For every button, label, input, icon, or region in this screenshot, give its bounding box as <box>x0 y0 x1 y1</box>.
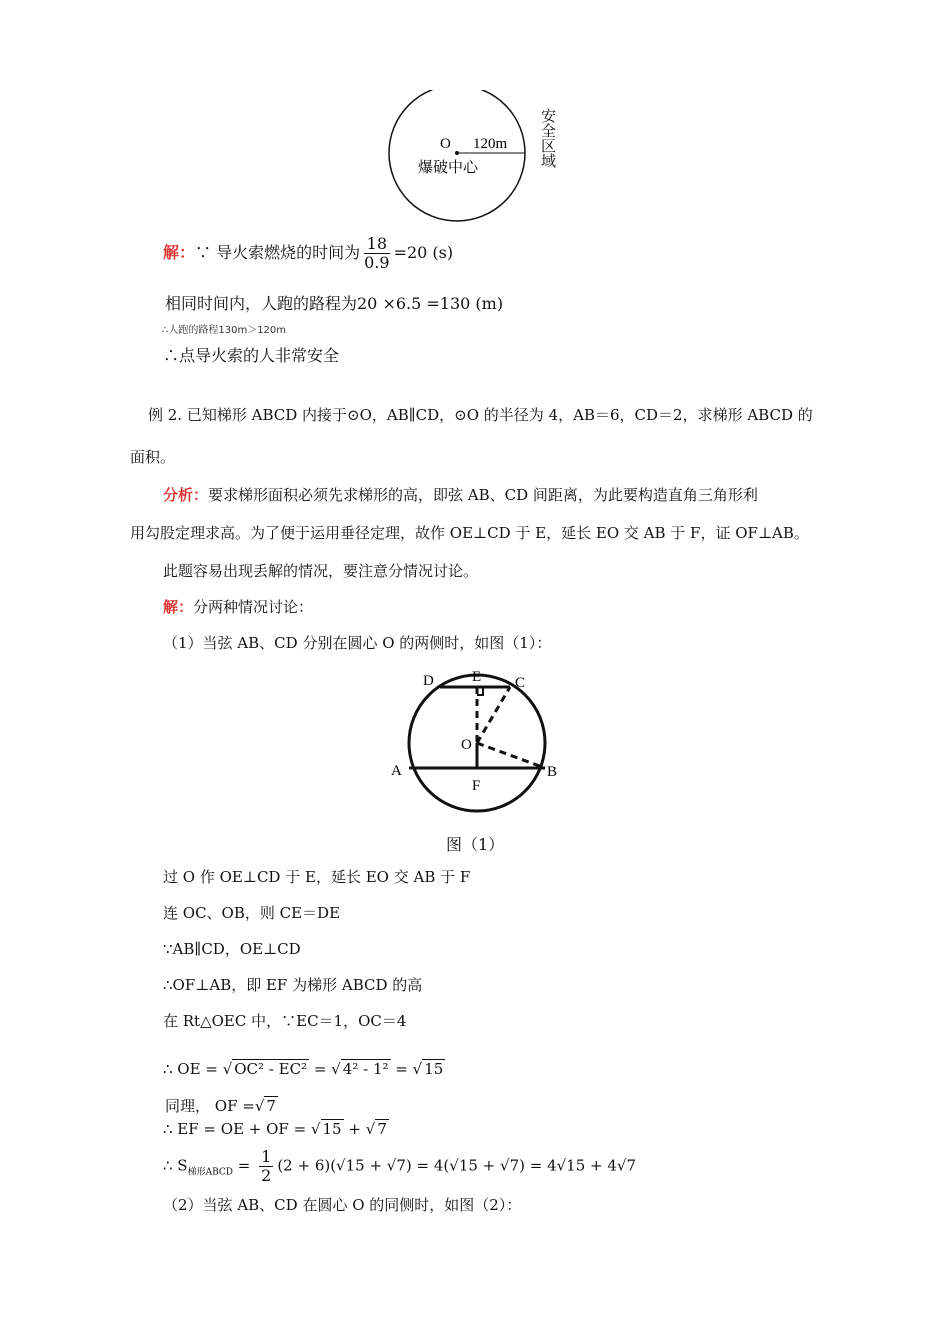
figure1-caption: 图（1） <box>446 835 505 854</box>
solution1-result: =20 (s) <box>393 243 454 262</box>
example2-line2: 面积。 <box>130 448 176 466</box>
sqrt-oc-ec: OC² - EC² <box>234 1060 308 1078</box>
center-label: O <box>440 136 451 152</box>
label-f: F <box>472 778 481 794</box>
solution1-text: ∵ 导火索燃烧的时间为 <box>195 243 361 262</box>
step-1: 过 O 作 OE⊥CD 于 E，延长 EO 交 AB 于 F <box>163 868 471 886</box>
analysis-line1: 分析：要求梯形面积必须先求梯形的高，即弦 AB、CD 间距离，为此要构造直角三角形利 <box>163 486 758 504</box>
solution1-line1 <box>163 235 453 272</box>
half-fraction: $\frac{1}{2}$ <box>261 1147 272 1185</box>
label-b: B <box>547 764 558 780</box>
time-fraction: $\frac{18}{0.9}$ <box>364 234 390 272</box>
safety-zone-label: 安全区域 <box>539 108 557 168</box>
center-dot <box>455 151 459 155</box>
step-5: 在 Rt△OEC 中，∵EC＝1，OC＝4 <box>163 1012 407 1030</box>
analysis-line2: 用勾股定理求高。为了便于运用垂径定理，故作 OE⊥CD 于 E，延长 EO 交 AB 于 F，证 OF⊥AB。 <box>130 524 809 542</box>
label-a: A <box>391 763 402 779</box>
analysis-label: 分析： <box>163 486 209 504</box>
solution2-intro: 解：分两种情况讨论： <box>163 598 314 616</box>
label-e: E <box>472 669 482 685</box>
solution1-conclusion: ∴点导火索的人非常安全 <box>163 346 340 365</box>
radius-label: 120m <box>473 136 508 152</box>
sqrt-15: 15 <box>424 1060 444 1078</box>
step-8-ef: ∴ EF = OE + OF = √ 15 + √ 7 <box>163 1120 387 1138</box>
step-9-area: ∴ $S_{梯形ABCD}$ = $\frac{1}{2}$ (2 + 6)(√15 + √7) = 4(√15 + √7) = 4√15 + 4√7 <box>163 1147 637 1185</box>
step-4: ∴OF⊥AB，即 EF 为梯形 ABCD 的高 <box>163 976 423 994</box>
case2-line: （2）当弦 AB、CD 在圆心 O 的同侧时，如图（2）： <box>163 1196 522 1214</box>
safety-circle <box>389 90 525 221</box>
solution1-line2: 相同时间内，人跑的路程为20 ×6.5 =130 (m) <box>165 294 504 313</box>
label-d: D <box>423 673 434 689</box>
segment-ob <box>477 743 545 768</box>
label-o: O <box>461 737 472 753</box>
trapezoid-circle-figure <box>385 665 565 825</box>
step-3: ∵AB∥CD，OE⊥CD <box>163 940 301 958</box>
solution1-line3: ∴人跑的路程130m＞120m <box>162 325 287 336</box>
solution-label: 解： <box>163 243 196 262</box>
label-c: C <box>515 675 526 691</box>
example2-line1: 例 2. 已知梯形 ABCD 内接于⊙O，AB∥CD，⊙O 的半径为 4，AB＝6，CD＝2，求梯形 ABCD 的 <box>148 406 813 424</box>
step-2: 连 OC、OB，则 CE＝DE <box>163 904 341 922</box>
case1-line: （1）当弦 AB、CD 分别在圆心 O 的两侧时，如图（1）： <box>163 634 552 652</box>
center-caption: 爆破中心 <box>418 160 479 176</box>
note-line: 此题容易出现丢解的情况，要注意分情况讨论。 <box>163 562 479 580</box>
step-6-oe: ∴ OE = √ OC² - EC² = √ 4² - 1² = √ 15 <box>163 1060 444 1078</box>
solution2-label: 解： <box>163 598 194 616</box>
sqrt-4-1: 4² - 1² <box>342 1060 389 1078</box>
step-7-of: 同理， OF =√ 7 <box>165 1097 276 1115</box>
